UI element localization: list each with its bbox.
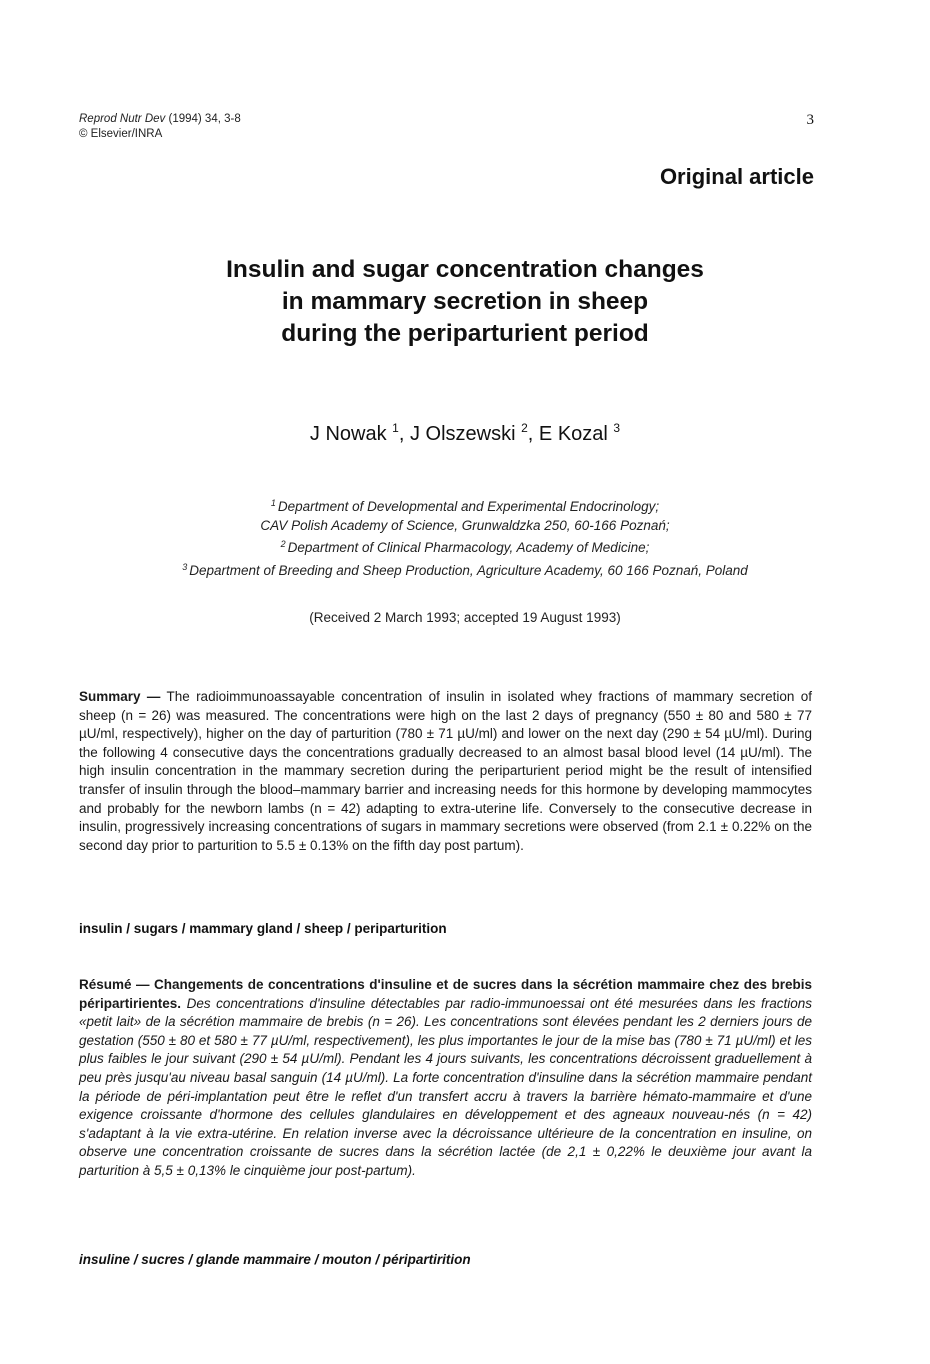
- affiliation-line: [80, 517, 850, 536]
- summary-heading: Summary —: [79, 689, 161, 704]
- resume-heading: Résumé — Changements de concentrations d'insuline et de sucres dans la sécrétion mammaire chez des brebis péripartirientes.: [79, 977, 812, 1011]
- journal-header: [79, 112, 241, 142]
- author-affiliation-mark: 3: [613, 421, 621, 435]
- publisher-line: © Elsevier/INRA: [79, 128, 163, 140]
- author-separator: ,: [527, 423, 539, 445]
- affiliation-mark: 2: [280, 539, 286, 549]
- affiliation-line: [80, 535, 850, 558]
- author-separator: ,: [398, 423, 410, 445]
- title-line: during the periparturient period: [281, 320, 649, 347]
- affiliation-text: CAV Polish Academy of Science, Grunwaldzka 250, 60-166 Poznań;: [260, 517, 670, 533]
- author-list: [80, 421, 850, 446]
- author-name: J Olszewski: [409, 423, 516, 445]
- journal-name: Reprod Nutr Dev: [79, 113, 166, 125]
- author-name: E Kozal: [538, 423, 608, 445]
- journal-citation: (1994) 34, 3-8: [168, 113, 241, 125]
- summary-text: The radioimmunoassayable concentration of insulin in isolated whey fractions of mammary secretion of sheep (n = 26) was measured. The concentrations were high on the last 2 days of pregnancy (550 ± 80 and 580 ± 77 µU/ml, respectively), higher on the day of parturition (780 ± 71 µU/ml) and lower on the next day (290 ± 54 µU/ml). During the following 4 consecutive days the concentrations gradually decreased to an almost basal blood level (14 µU/ml). The high insulin concentration in the mammary secretion during the periparturient period might be the result of intensified transfer of insulin through the blood–mammary barrier and increasing needs for this hormone by developing mammocytes and probably for the newborn lambs (n = 42) adapting to extra-uterine life. Conversely to the consecutive decrease in insulin, progressively increasing concentrations of sugars in mammary secretions were observed (from 2.1 ± 0.22% on the second day prior to parturition to 5.5 ± 0.13% on the fifth day post partum).: [79, 689, 813, 853]
- resume-abstract: [79, 976, 812, 1181]
- affiliation-text: Department of Breeding and Sheep Production, Agriculture Academy, 60 166 Poznań, Poland: [189, 562, 748, 578]
- article-type: Original article: [659, 164, 814, 189]
- affiliation-mark: 1: [270, 498, 276, 508]
- author-name: J Nowak: [309, 423, 387, 445]
- page-number: 3: [806, 112, 814, 128]
- affiliation-line: [80, 558, 850, 581]
- affiliation-text: Department of Developmental and Experimental Endocrinology;: [277, 499, 660, 514]
- keywords: insulin / sugars / mammary gland / sheep / periparturition: [79, 921, 447, 936]
- author-affiliation-mark: 1: [392, 421, 399, 435]
- article-title: [80, 254, 850, 350]
- affiliation-text: Department of Clinical Pharmacology, Academy of Medicine;: [287, 540, 650, 555]
- affiliation-mark: 3: [182, 561, 188, 572]
- title-line: in mammary secretion in sheep: [281, 288, 649, 315]
- resume-text: Des concentrations d'insuline détectables par radio-immunoessai ont été mesurées dans les fractions «petit lait» de la sécrétion mammaire de brebis (n = 26). Les concentrations sont élevées pendant les 2 derniers jours de gestation (550 ± 80 et 580 ± 77 µU/ml, respectivement), les plus importantes le jour de la mise bas (780 ± 71 µU/ml) et les plus faibles le jour suivant (290 ± 54 µU/ml). Pendant les 4 jours suivants, les concentrations décroissent graduellement à peu près jusqu'au niveau basal sanguin (14 µU/ml). La forte concentration d'insuline dans la sécrétion mammaire pendant la période de péri-implantation peut être le reflet d'un transfert accru à travers la barrière hémato-mammaire et d'une exigence croissante d'hormone des cellules glandulaires en développement et des agneaux nouveau-nés (n = 42) s'adaptant à la vie extra-utérine. En relation inverse avec la décroissance ultérieure de la concentration en insuline, on observe une concentration croissante de sucres dans la sécrétion lactée (de 2,1 ± 0,22% le deuxième jour avant la parturition à 5,5 ± 0,13% le cinquième jour post-partum).: [79, 995, 812, 1178]
- summary-abstract: [79, 688, 812, 855]
- received-dates: (Received 2 March 1993; accepted 19 August 1993): [309, 610, 621, 625]
- mots-cles: insuline / sucres / glande mammaire / mouton / péripartirition: [79, 1252, 471, 1267]
- journal-citation-line: [79, 112, 241, 127]
- author-affiliation-mark: 2: [521, 421, 528, 435]
- title-line: Insulin and sugar concentration changes: [226, 256, 704, 283]
- affiliation-line: [80, 494, 850, 517]
- affiliation-block: [80, 494, 850, 580]
